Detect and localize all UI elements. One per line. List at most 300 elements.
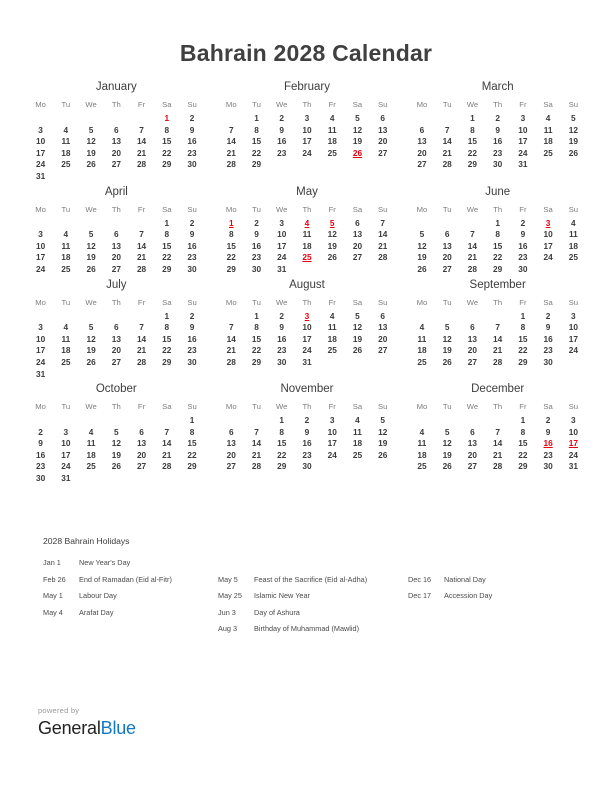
day-cell: 8 (279, 426, 285, 437)
weekday-header-sa: Sa (543, 402, 553, 412)
day-cell: 7 (228, 322, 234, 333)
month-block-december (409, 382, 586, 485)
holiday-entry (408, 572, 568, 589)
day-cell: 12 (86, 136, 96, 147)
day-cell: 4 (419, 426, 425, 437)
day-cell: 7 (139, 322, 144, 333)
day-cell: 25 (417, 461, 427, 472)
footer-logo (38, 705, 136, 739)
day-cell: 3 (329, 415, 335, 426)
holidays-column-1 (43, 555, 218, 621)
weekday-header-we: We (466, 402, 479, 412)
day-cell: 28 (467, 263, 478, 274)
day-cell: 11 (61, 240, 71, 251)
day-cell: 4 (545, 113, 551, 123)
day-cell: 27 (352, 252, 363, 263)
day-cell: 26 (111, 461, 121, 472)
holiday-entry (43, 588, 218, 605)
day-cell: 17 (61, 449, 71, 460)
day-cell: 11 (353, 426, 362, 437)
day-cell: 24 (36, 356, 46, 367)
day-cell: 19 (378, 438, 388, 449)
day-cell: 11 (302, 229, 312, 240)
day-cell-empty (129, 473, 154, 485)
week-row (28, 461, 205, 473)
day-cell: 27 (467, 356, 478, 367)
day-cell: 27 (111, 263, 121, 274)
day-cell: 20 (442, 252, 452, 263)
day-cell: 28 (442, 159, 452, 170)
day-cell: 24 (277, 252, 287, 263)
holiday-date: Dec 17 (408, 591, 432, 600)
day-cell: 12 (352, 124, 363, 135)
week-row (28, 159, 205, 171)
day-cell: 23 (187, 345, 197, 356)
day-cell-empty (485, 415, 510, 427)
week-row (219, 311, 396, 323)
day-cell: 21 (226, 147, 236, 158)
holiday-entry (218, 605, 408, 622)
day-cell-empty (219, 311, 244, 323)
weekday-header-row (28, 401, 205, 415)
day-cell: 1 (254, 310, 259, 321)
day-cell: 22 (277, 449, 287, 460)
day-cell: 24 (36, 159, 46, 170)
day-cell-empty (561, 357, 586, 369)
day-cell: 20 (111, 345, 121, 356)
month-block-march (409, 80, 586, 183)
day-cell: 17 (518, 136, 528, 147)
day-cell: 24 (36, 263, 46, 274)
day-cell: 14 (136, 136, 147, 147)
day-cell: 3 (279, 217, 285, 228)
day-cell-empty (244, 415, 269, 427)
day-cell: 16 (493, 136, 503, 147)
day-cell: 1 (164, 217, 170, 228)
holiday-name: Birthday of Muhammad (Mawlid) (254, 624, 360, 633)
day-cell: 28 (251, 461, 262, 472)
day-cell-empty (320, 264, 345, 276)
month-name: December (471, 383, 525, 396)
day-cell: 18 (61, 345, 71, 356)
day-cell: 19 (86, 345, 96, 356)
day-cell: 7 (380, 217, 385, 228)
holiday-entry (43, 555, 218, 572)
day-cell-empty (435, 113, 460, 125)
weekday-header-mo: Mo (416, 204, 428, 214)
day-cell-holiday: 1 (228, 217, 234, 228)
weekday-header-fr: Fr (137, 297, 146, 307)
week-row (409, 241, 586, 253)
day-cell: 30 (543, 356, 553, 367)
weekday-header-th: Th (111, 297, 121, 307)
day-cell: 7 (139, 229, 144, 240)
week-row (409, 159, 586, 171)
day-cell: 25 (543, 147, 553, 158)
holiday-date: May 25 (218, 591, 242, 600)
day-cell: 21 (493, 345, 503, 356)
month-day-grid (28, 401, 205, 485)
day-cell: 16 (187, 136, 197, 147)
day-cell: 16 (277, 136, 287, 147)
day-cell: 24 (568, 345, 578, 356)
page-title: Bahrain 2028 Calendar (179, 40, 433, 66)
day-cell: 19 (352, 136, 363, 147)
weekday-header-row (28, 204, 205, 218)
week-row (28, 311, 205, 323)
day-cell: 24 (568, 449, 578, 460)
day-cell: 17 (36, 345, 46, 356)
day-cell-empty (129, 218, 154, 230)
day-cell: 6 (470, 426, 475, 437)
day-cell-empty (485, 311, 510, 323)
day-cell: 15 (162, 333, 172, 344)
holiday-name: Feast of the Sacrifice (Eid al-Adha) (254, 574, 368, 584)
week-row (219, 438, 396, 450)
weekday-header-fr: Fr (519, 204, 527, 214)
weekday-header-th: Th (111, 402, 121, 412)
day-cell-empty (78, 218, 103, 230)
day-cell: 5 (355, 310, 360, 321)
day-cell: 22 (162, 345, 172, 356)
day-cell: 11 (61, 136, 71, 147)
day-cell: 21 (226, 345, 236, 356)
weekday-header-fr: Fr (137, 204, 146, 214)
week-row (219, 450, 396, 462)
day-cell: 25 (61, 356, 71, 367)
weekday-header-mo: Mo (416, 297, 428, 307)
weekday-header-row (28, 99, 205, 113)
day-cell: 5 (88, 322, 94, 333)
day-cell: 19 (327, 240, 337, 251)
week-row (409, 218, 586, 230)
day-cell: 18 (568, 240, 578, 251)
day-cell: 29 (467, 159, 478, 170)
weekday-header-su: Su (377, 402, 388, 412)
week-row (219, 159, 396, 171)
week-row (409, 415, 586, 427)
day-cell: 8 (228, 229, 234, 240)
week-row (28, 334, 205, 346)
day-cell-empty (104, 473, 129, 485)
day-cell: 13 (417, 136, 427, 147)
day-cell-empty (536, 159, 561, 171)
day-cell: 3 (38, 229, 43, 240)
day-cell-holiday: 1 (164, 113, 170, 123)
week-row (28, 450, 205, 462)
weekday-header-row (219, 297, 396, 311)
day-cell: 12 (86, 240, 96, 251)
day-cell: 13 (226, 438, 236, 449)
holiday-name: End of Ramadan (Eid al-Fitr) (79, 574, 172, 584)
day-cell: 21 (493, 449, 503, 460)
day-cell: 25 (61, 159, 71, 170)
holiday-name: Accession Day (444, 591, 493, 600)
week-row (409, 136, 586, 148)
day-cell: 24 (302, 345, 312, 356)
day-cell: 1 (495, 217, 500, 228)
day-cell: 15 (162, 136, 172, 147)
day-cell: 31 (568, 461, 578, 472)
day-cell: 14 (226, 136, 236, 147)
day-cell: 31 (36, 170, 46, 181)
day-cell: 2 (189, 310, 195, 321)
day-cell: 12 (378, 426, 388, 437)
day-cell: 14 (162, 438, 172, 449)
weekday-header-row (28, 297, 205, 311)
day-cell: 17 (36, 147, 46, 158)
holiday-entry (218, 621, 408, 638)
day-cell: 8 (164, 229, 170, 240)
day-cell-empty (53, 113, 78, 125)
day-cell: 1 (254, 113, 259, 123)
day-cell: 26 (442, 461, 452, 472)
day-cell-empty (28, 113, 53, 125)
day-cell: 16 (187, 333, 197, 344)
weekday-header-th: Th (493, 402, 503, 412)
day-cell: 12 (568, 124, 578, 135)
day-cell: 17 (277, 240, 287, 251)
week-row (219, 136, 396, 148)
day-cell: 15 (467, 136, 478, 147)
day-cell: 27 (111, 356, 121, 367)
day-cell: 6 (444, 229, 450, 240)
weekday-header-th: Th (111, 100, 121, 109)
month-name: March (481, 81, 514, 93)
day-cell-empty (294, 159, 319, 171)
day-cell-empty (294, 264, 319, 276)
day-cell: 20 (111, 147, 121, 158)
weekday-header-sa: Sa (543, 297, 553, 307)
day-cell: 28 (136, 263, 147, 274)
weekday-header-row (409, 204, 586, 218)
weekday-header-fr: Fr (519, 297, 527, 307)
month-day-grid (28, 297, 205, 381)
day-cell: 9 (254, 229, 259, 240)
week-row (409, 113, 586, 125)
day-cell: 29 (518, 356, 528, 367)
day-cell: 23 (277, 345, 287, 356)
day-cell: 30 (251, 263, 262, 274)
day-cell: 1 (189, 415, 195, 426)
day-cell: 2 (304, 415, 310, 426)
day-cell: 26 (352, 345, 363, 356)
weekday-header-sa: Sa (352, 402, 363, 412)
day-cell: 26 (568, 147, 578, 158)
weekday-header-mo: Mo (35, 204, 46, 214)
day-cell: 11 (543, 124, 553, 135)
day-cell: 10 (61, 438, 71, 449)
day-cell-empty (78, 369, 103, 381)
day-cell-empty (320, 461, 345, 473)
day-cell: 10 (568, 322, 578, 333)
month-name: July (106, 278, 127, 291)
day-cell: 6 (355, 217, 360, 228)
week-row (409, 148, 586, 160)
day-cell: 10 (302, 124, 312, 135)
day-cell: 15 (493, 240, 503, 251)
day-cell: 11 (61, 333, 71, 344)
weekday-header-fr: Fr (328, 402, 336, 412)
day-cell: 26 (86, 159, 96, 170)
day-cell-empty (409, 311, 434, 323)
day-cell: 4 (419, 322, 425, 333)
day-cell-empty (460, 415, 485, 427)
day-cell: 9 (304, 426, 310, 437)
day-cell: 13 (378, 322, 388, 333)
day-cell: 10 (302, 322, 312, 333)
day-cell: 24 (518, 147, 528, 158)
weekday-header-we: We (276, 100, 288, 109)
day-cell: 2 (189, 113, 195, 123)
day-cell: 1 (470, 113, 475, 123)
day-cell-empty (78, 415, 103, 427)
day-cell: 6 (419, 124, 425, 135)
day-cell: 30 (277, 356, 287, 367)
week-row (28, 218, 205, 230)
day-cell: 5 (88, 124, 94, 135)
day-cell: 18 (327, 136, 337, 147)
weekday-header-mo: Mo (35, 100, 46, 109)
day-cell: 12 (111, 438, 121, 449)
holiday-entry (43, 605, 218, 622)
day-cell: 9 (189, 124, 195, 135)
day-cell: 23 (187, 147, 197, 158)
day-cell-empty (179, 171, 204, 183)
weekday-header-su: Su (377, 100, 388, 109)
day-cell: 16 (36, 449, 46, 460)
day-cell-empty (435, 415, 460, 427)
day-cell-empty (53, 369, 78, 381)
day-cell: 27 (226, 461, 236, 472)
weekday-header-mo: Mo (225, 204, 237, 214)
weekday-header-fr: Fr (137, 402, 146, 412)
weekday-header-row (219, 99, 396, 113)
day-cell: 14 (467, 240, 478, 251)
month-day-grid (409, 401, 586, 473)
day-cell: 16 (187, 240, 197, 251)
day-cell-empty (28, 415, 53, 427)
day-cell-empty (460, 218, 485, 230)
day-cell: 6 (470, 322, 475, 333)
week-row (409, 229, 586, 241)
day-cell: 22 (226, 252, 236, 263)
day-cell: 31 (518, 159, 528, 170)
day-cell: 13 (352, 229, 363, 240)
day-cell: 24 (543, 252, 553, 263)
day-cell: 14 (226, 333, 236, 344)
weekday-header-su: Su (568, 402, 579, 412)
day-cell: 6 (114, 124, 119, 135)
day-cell-empty (154, 473, 179, 485)
day-cell-empty (370, 357, 395, 369)
day-cell: 24 (327, 449, 337, 460)
week-row (28, 136, 205, 148)
day-cell-empty (435, 218, 460, 230)
day-cell: 5 (419, 229, 425, 240)
day-cell-empty (370, 461, 395, 473)
day-cell: 2 (545, 415, 551, 426)
day-cell: 29 (162, 263, 172, 274)
day-cell-empty (561, 264, 586, 276)
day-cell: 2 (189, 217, 195, 228)
day-cell: 29 (493, 263, 503, 274)
day-cell: 16 (277, 333, 287, 344)
day-cell: 8 (164, 124, 170, 135)
day-cell-empty (129, 369, 154, 381)
month-block-august (219, 278, 396, 381)
day-cell-empty (409, 415, 434, 427)
day-cell-empty (154, 171, 179, 183)
weekday-header-su: Su (568, 204, 579, 214)
day-cell-empty (561, 159, 586, 171)
brand-general-text: General (38, 718, 101, 738)
month-day-grid (409, 204, 586, 276)
day-cell: 1 (520, 310, 526, 321)
day-cell-empty (536, 264, 561, 276)
day-cell: 8 (520, 322, 526, 333)
day-cell-empty (53, 415, 78, 427)
day-cell: 25 (568, 252, 578, 263)
day-cell: 27 (136, 461, 147, 472)
weekday-header-fr: Fr (519, 402, 527, 412)
day-cell-empty (78, 311, 103, 323)
holiday-entry (408, 588, 568, 605)
holiday-date: May 1 (43, 591, 63, 600)
week-row (28, 427, 205, 439)
day-cell: 30 (187, 263, 197, 274)
month-day-grid (219, 99, 396, 171)
day-cell: 21 (162, 449, 172, 460)
weekday-header-su: Su (187, 100, 197, 109)
day-cell: 9 (545, 322, 551, 333)
day-cell: 4 (329, 310, 335, 321)
day-cell: 6 (114, 229, 119, 240)
day-cell: 19 (86, 252, 96, 263)
day-cell: 27 (378, 345, 388, 356)
weekday-header-row (409, 297, 586, 311)
day-cell: 8 (254, 322, 259, 333)
month-name: May (296, 185, 318, 198)
weekday-header-we: We (466, 297, 479, 307)
day-cell: 26 (442, 356, 452, 367)
day-cell: 9 (279, 124, 285, 135)
day-cell: 8 (470, 124, 475, 135)
day-cell: 9 (520, 229, 526, 240)
weekday-header-su: Su (568, 297, 579, 307)
holiday-name: Day of Ashura (254, 607, 300, 617)
day-cell: 30 (36, 473, 46, 484)
day-cell: 18 (417, 449, 427, 460)
day-cell-empty (104, 218, 129, 230)
day-cell: 9 (189, 322, 195, 333)
week-row (409, 311, 586, 323)
week-row (28, 264, 205, 276)
day-cell: 18 (327, 333, 337, 344)
day-cell: 9 (189, 229, 195, 240)
day-cell: 10 (277, 229, 287, 240)
day-cell: 16 (302, 438, 312, 449)
day-cell: 5 (444, 426, 450, 437)
holiday-date: May 4 (43, 607, 63, 617)
day-cell: 10 (543, 229, 553, 240)
day-cell: 10 (36, 333, 46, 344)
day-cell: 15 (226, 240, 236, 251)
day-cell: 10 (518, 124, 528, 135)
weekday-header-tu: Tu (61, 297, 71, 307)
weekday-header-we: We (276, 204, 288, 214)
day-cell: 23 (543, 449, 553, 460)
